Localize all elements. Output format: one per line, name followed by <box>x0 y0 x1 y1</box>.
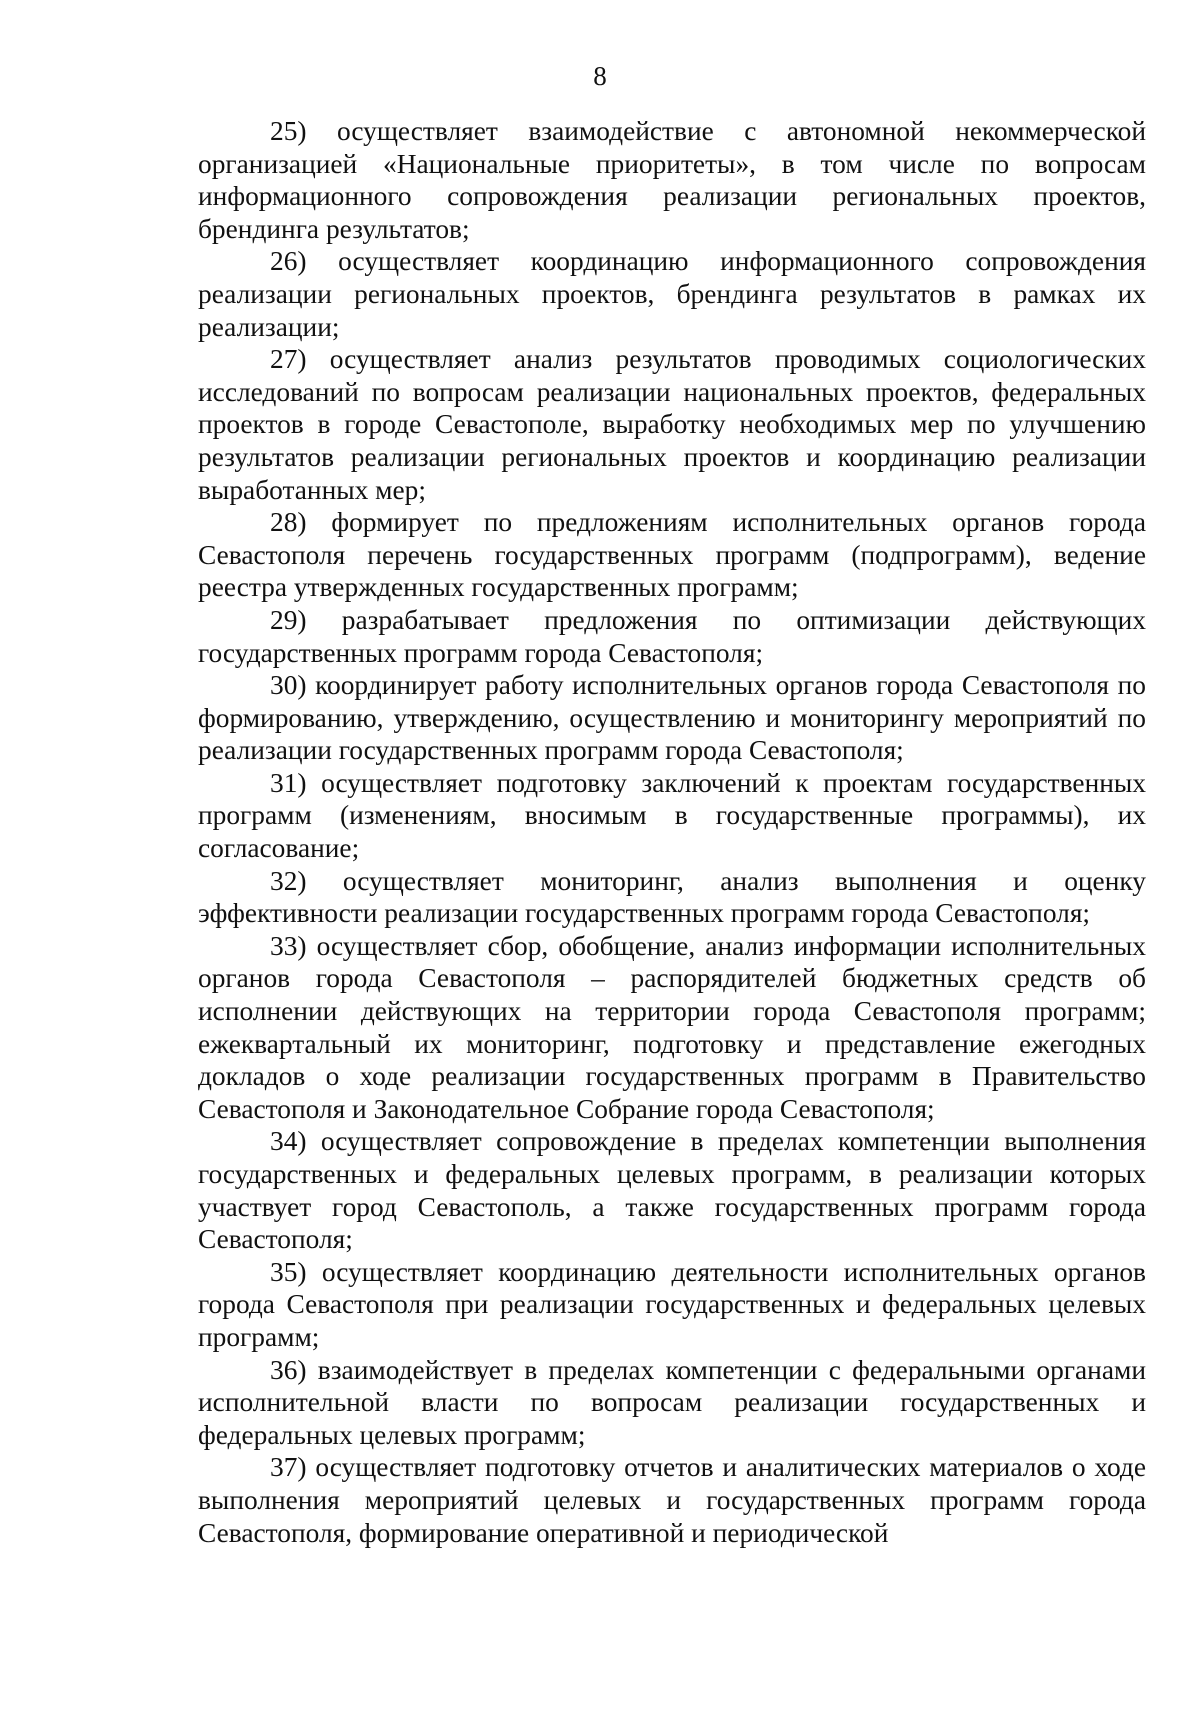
paragraph-30: 30) координирует работу исполнительных органов города Севастополя по формированию, утверждению, осуществлению и мониторингу мероприятий по реализации государственных программ города Севастополя; <box>198 670 1146 766</box>
paragraph-33: 33) осуществляет сбор, обобщение, анализ информации исполнительных органов города Севастополя – распорядителей бюджетных средств об исполнении действующих на территории города Севастополя программ; ежеквартальный их мониторинг, подготовку и представление ежегодных докладов о ходе реализации государственных программ в Правительство Севастополя и Законодательное Собрание города Севастополя; <box>198 930 1146 1124</box>
paragraph-28: 28) формирует по предложениям исполнительных органов города Севастополя перечень государственных программ (подпрограмм), ведение реестра утвержденных государственных программ; <box>198 507 1146 603</box>
paragraph-25: 25) осуществляет взаимодействие с автономной некоммерческой организацией «Национальные приоритеты», в том числе по вопросам информационного сопровождения реализации региональных проектов, брендинга результатов; <box>198 116 1146 244</box>
paragraph-32: 32) осуществляет мониторинг, анализ выполнения и оценку эффективности реализации государственных программ города Севастополя; <box>198 865 1146 929</box>
paragraph-31: 31) осуществляет подготовку заключений к проектам государственных программ (изменениям, вносимым в государственные программы), их согласование; <box>198 767 1146 864</box>
paragraph-29: 29) разрабатывает предложения по оптимизации действующих государственных программ города Севастополя; <box>198 604 1146 668</box>
paragraph-27: 27) осуществляет анализ результатов проводимых социологических исследований по вопросам реализации национальных проектов, федеральных проектов в городе Севастополе, выработку необходимых мер по улучшению результатов реализации региональных проектов и координацию реализации выработанных мер; <box>198 344 1146 505</box>
paragraph-34: 34) осуществляет сопровождение в пределах компетенции выполнения государственных и федеральных целевых программ, в реализации которых участвует город Севастополь, а также государственных программ города Севастополя; <box>198 1126 1146 1255</box>
paragraph-36: 36) взаимодействует в пределах компетенции с федеральными органами исполнительной власти по вопросам реализации государственных и федеральных целевых программ; <box>198 1354 1146 1450</box>
paragraph-37: 37) осуществляет подготовку отчетов и аналитических материалов о ходе выполнения мероприятий целевых и государственных программ города Севастополя, формирование оперативной и периодической <box>198 1452 1146 1548</box>
paragraph-26: 26) осуществляет координацию информационного сопровождения реализации региональных проектов, брендинга результатов в рамках их реализации; <box>198 246 1146 342</box>
page-number: 8 <box>593 61 607 91</box>
paragraph-35: 35) осуществляет координацию деятельности исполнительных органов города Севастополя при реализации государственных и федеральных целевых программ; <box>198 1256 1146 1352</box>
document-body <box>198 115 1146 1549</box>
